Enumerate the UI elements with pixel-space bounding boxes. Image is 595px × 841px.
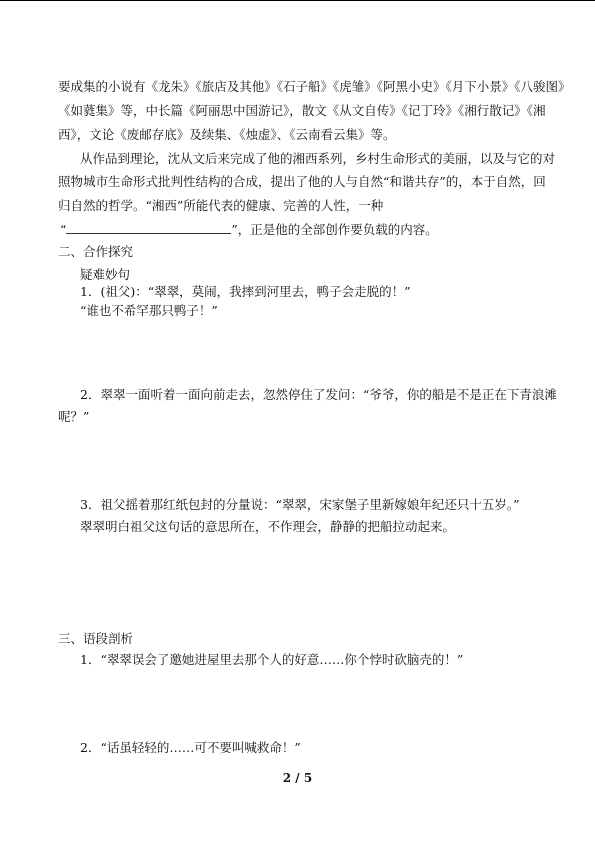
question-3-1: 1．“翠翠误会了邀她进屋里去那个人的好意……你个悖时砍脑壳的！” [80, 652, 464, 667]
intro-line-2: 《如蕤集》等，中长篇《阿丽思中国游记》，散文《从文自传》《记丁玲》《湘行散记》《湘 [58, 103, 546, 118]
page-top-border [0, 0, 595, 1]
section-2-subheading: 疑难妙句 [80, 267, 131, 282]
intro-line-3: 西》，文论《废邮存底》及续集、《烛虚》、《云南看云集》等。 [58, 127, 396, 142]
section-3-heading: 三、语段剖析 [58, 631, 134, 646]
section-2-heading: 二、合作探究 [58, 244, 134, 259]
question-2-1-line-2: “谁也不希罕那只鸭子！” [80, 303, 218, 318]
page-number: 2 / 5 [282, 771, 313, 785]
intro-line-6: 归自然的哲学。“湘西”所能代表的健康、完善的人性，一种 [58, 198, 384, 213]
question-2-3-line-1: 3．祖父摇着那红纸包封的分量说：“翠翠，宋家堡子里新嫁娘年纪还只十五岁。” [80, 497, 520, 512]
line-7-tail: ”，正是他的全部创作要负载的内容。 [231, 222, 438, 237]
question-3-2: 2．“话虽轻轻的……可不要叫喊救命！” [80, 740, 301, 755]
open-quote: “ [60, 222, 67, 237]
question-2-2-line-1: 2．翠翠一面听着一面向前走去，忽然停住了发问：“爷爷，你的船是不是正在下青浪滩 [80, 387, 557, 402]
question-2-3-line-2: 翠翠明白祖父这句话的意思所在，不作理会，静静的把船拉动起来。 [80, 519, 456, 534]
intro-line-4: 从作品到理论，沈从文后来完成了他的湘西系列，乡村生命形式的美丽，以及与它的对 [80, 151, 556, 166]
question-2-1-line-1: 1．(祖父)：“翠翠，莫闹，我摔到河里去，鸭子会走脱的！” [80, 284, 411, 299]
question-2-2-line-2: 呢？” [58, 409, 90, 424]
intro-line-5: 照物城市生命形式批判性结构的合成，提出了他的人与自然“和谐共存”的，本于自然，回 [58, 174, 546, 189]
intro-line-1: 要成集的小说有《龙朱》《旅店及其他》《石子船》《虎雏》《阿黑小史》《月下小景》《八骏图》 [58, 79, 571, 94]
intro-line-7 [60, 221, 438, 238]
fill-in-blank[interactable] [66, 221, 231, 234]
